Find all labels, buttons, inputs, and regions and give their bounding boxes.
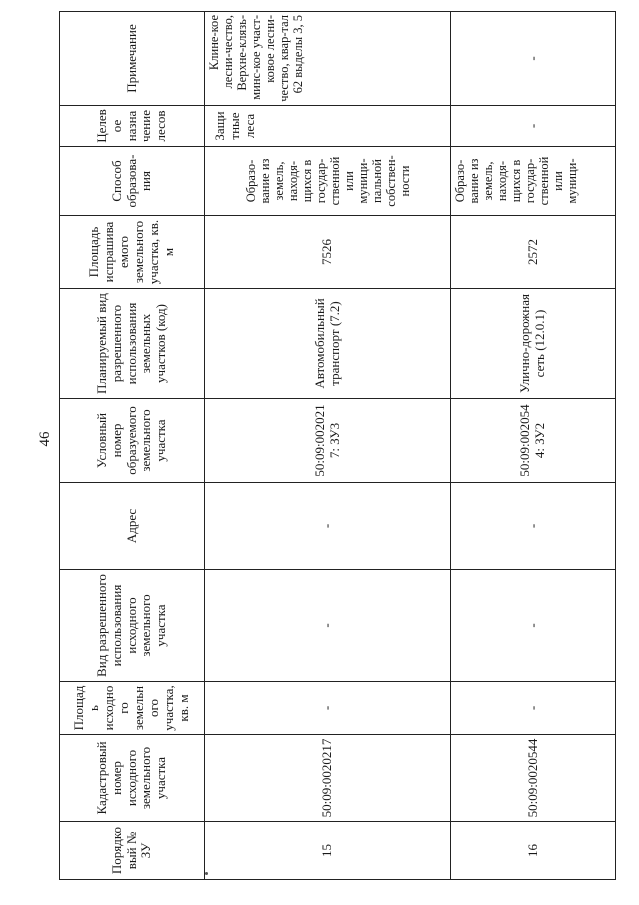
cell-cadastral-number: 50:09:0020217 — [205, 735, 451, 822]
cell-conditional-number: 50:09:0020544: ЗУ2 — [451, 399, 616, 483]
cell-forest-purpose: - — [451, 106, 616, 147]
table-row — [451, 12, 616, 880]
cell-forest-purpose: Защитные леса — [205, 106, 451, 147]
header-address: Адрес — [60, 483, 205, 570]
cell-order-number: 16 — [451, 822, 616, 880]
cell-method: Образо-вание из земель, находя-щихся в государ-ственной или муници-пальной собствен-ности — [205, 147, 451, 216]
header-requested-area: Площадь испрашиваемого земельного участка, кв. м — [60, 216, 205, 289]
table-header-row — [60, 12, 205, 880]
cell-source-use: - — [451, 570, 616, 682]
header-source-use: Вид разрешенного использования исходного земельного участка — [60, 570, 205, 682]
table-row — [205, 12, 451, 880]
cell-requested-area: 7526 — [205, 216, 451, 289]
land-plots-table — [59, 11, 616, 880]
cell-requested-area: 2572 — [451, 216, 616, 289]
cell-source-area: - — [205, 682, 451, 735]
cell-method: Образо-вание из земель, находя-щихся в государ-ственной или муници- — [451, 147, 616, 216]
header-planned-use: Планируемый вид разрешенного использования земельных участков (код) — [60, 289, 205, 399]
cell-cadastral-number: 50:09:0020544 — [451, 735, 616, 822]
cell-planned-use: Улично-дорожная сеть (12.0.1) — [451, 289, 616, 399]
header-conditional-number: Условный номер образуемого земельного участка — [60, 399, 205, 483]
page-number: 46 — [37, 431, 53, 447]
header-forest-purpose: Целевое назначение лесов — [60, 106, 205, 147]
header-order-number: Порядковый № ЗУ — [60, 822, 205, 880]
header-source-area: Площадь исходного земельного участка, кв. м — [60, 682, 205, 735]
cell-address: - — [205, 483, 451, 570]
cell-source-use: - — [205, 570, 451, 682]
cell-address: - — [451, 483, 616, 570]
cell-note: - — [451, 12, 616, 106]
cell-planned-use: Автомобильный транспорт (7.2) — [205, 289, 451, 399]
cell-order-number: 15 — [205, 822, 451, 880]
cell-conditional-number: 50:09:0020217: ЗУ3 — [205, 399, 451, 483]
cell-source-area: - — [451, 682, 616, 735]
rotated-table-sheet — [59, 12, 596, 880]
header-note: Примечание — [60, 12, 205, 106]
cell-note: Клине-кое лесни-чество, Верхне-клязь-минс-кое участ-ковое лесни-чество, квар-тал 62 выделы 3, 5 — [205, 12, 451, 106]
header-cadastral-number: Кадастровый номер исходного земельного участка — [60, 735, 205, 822]
header-method: Способ образова-ния — [60, 147, 205, 216]
